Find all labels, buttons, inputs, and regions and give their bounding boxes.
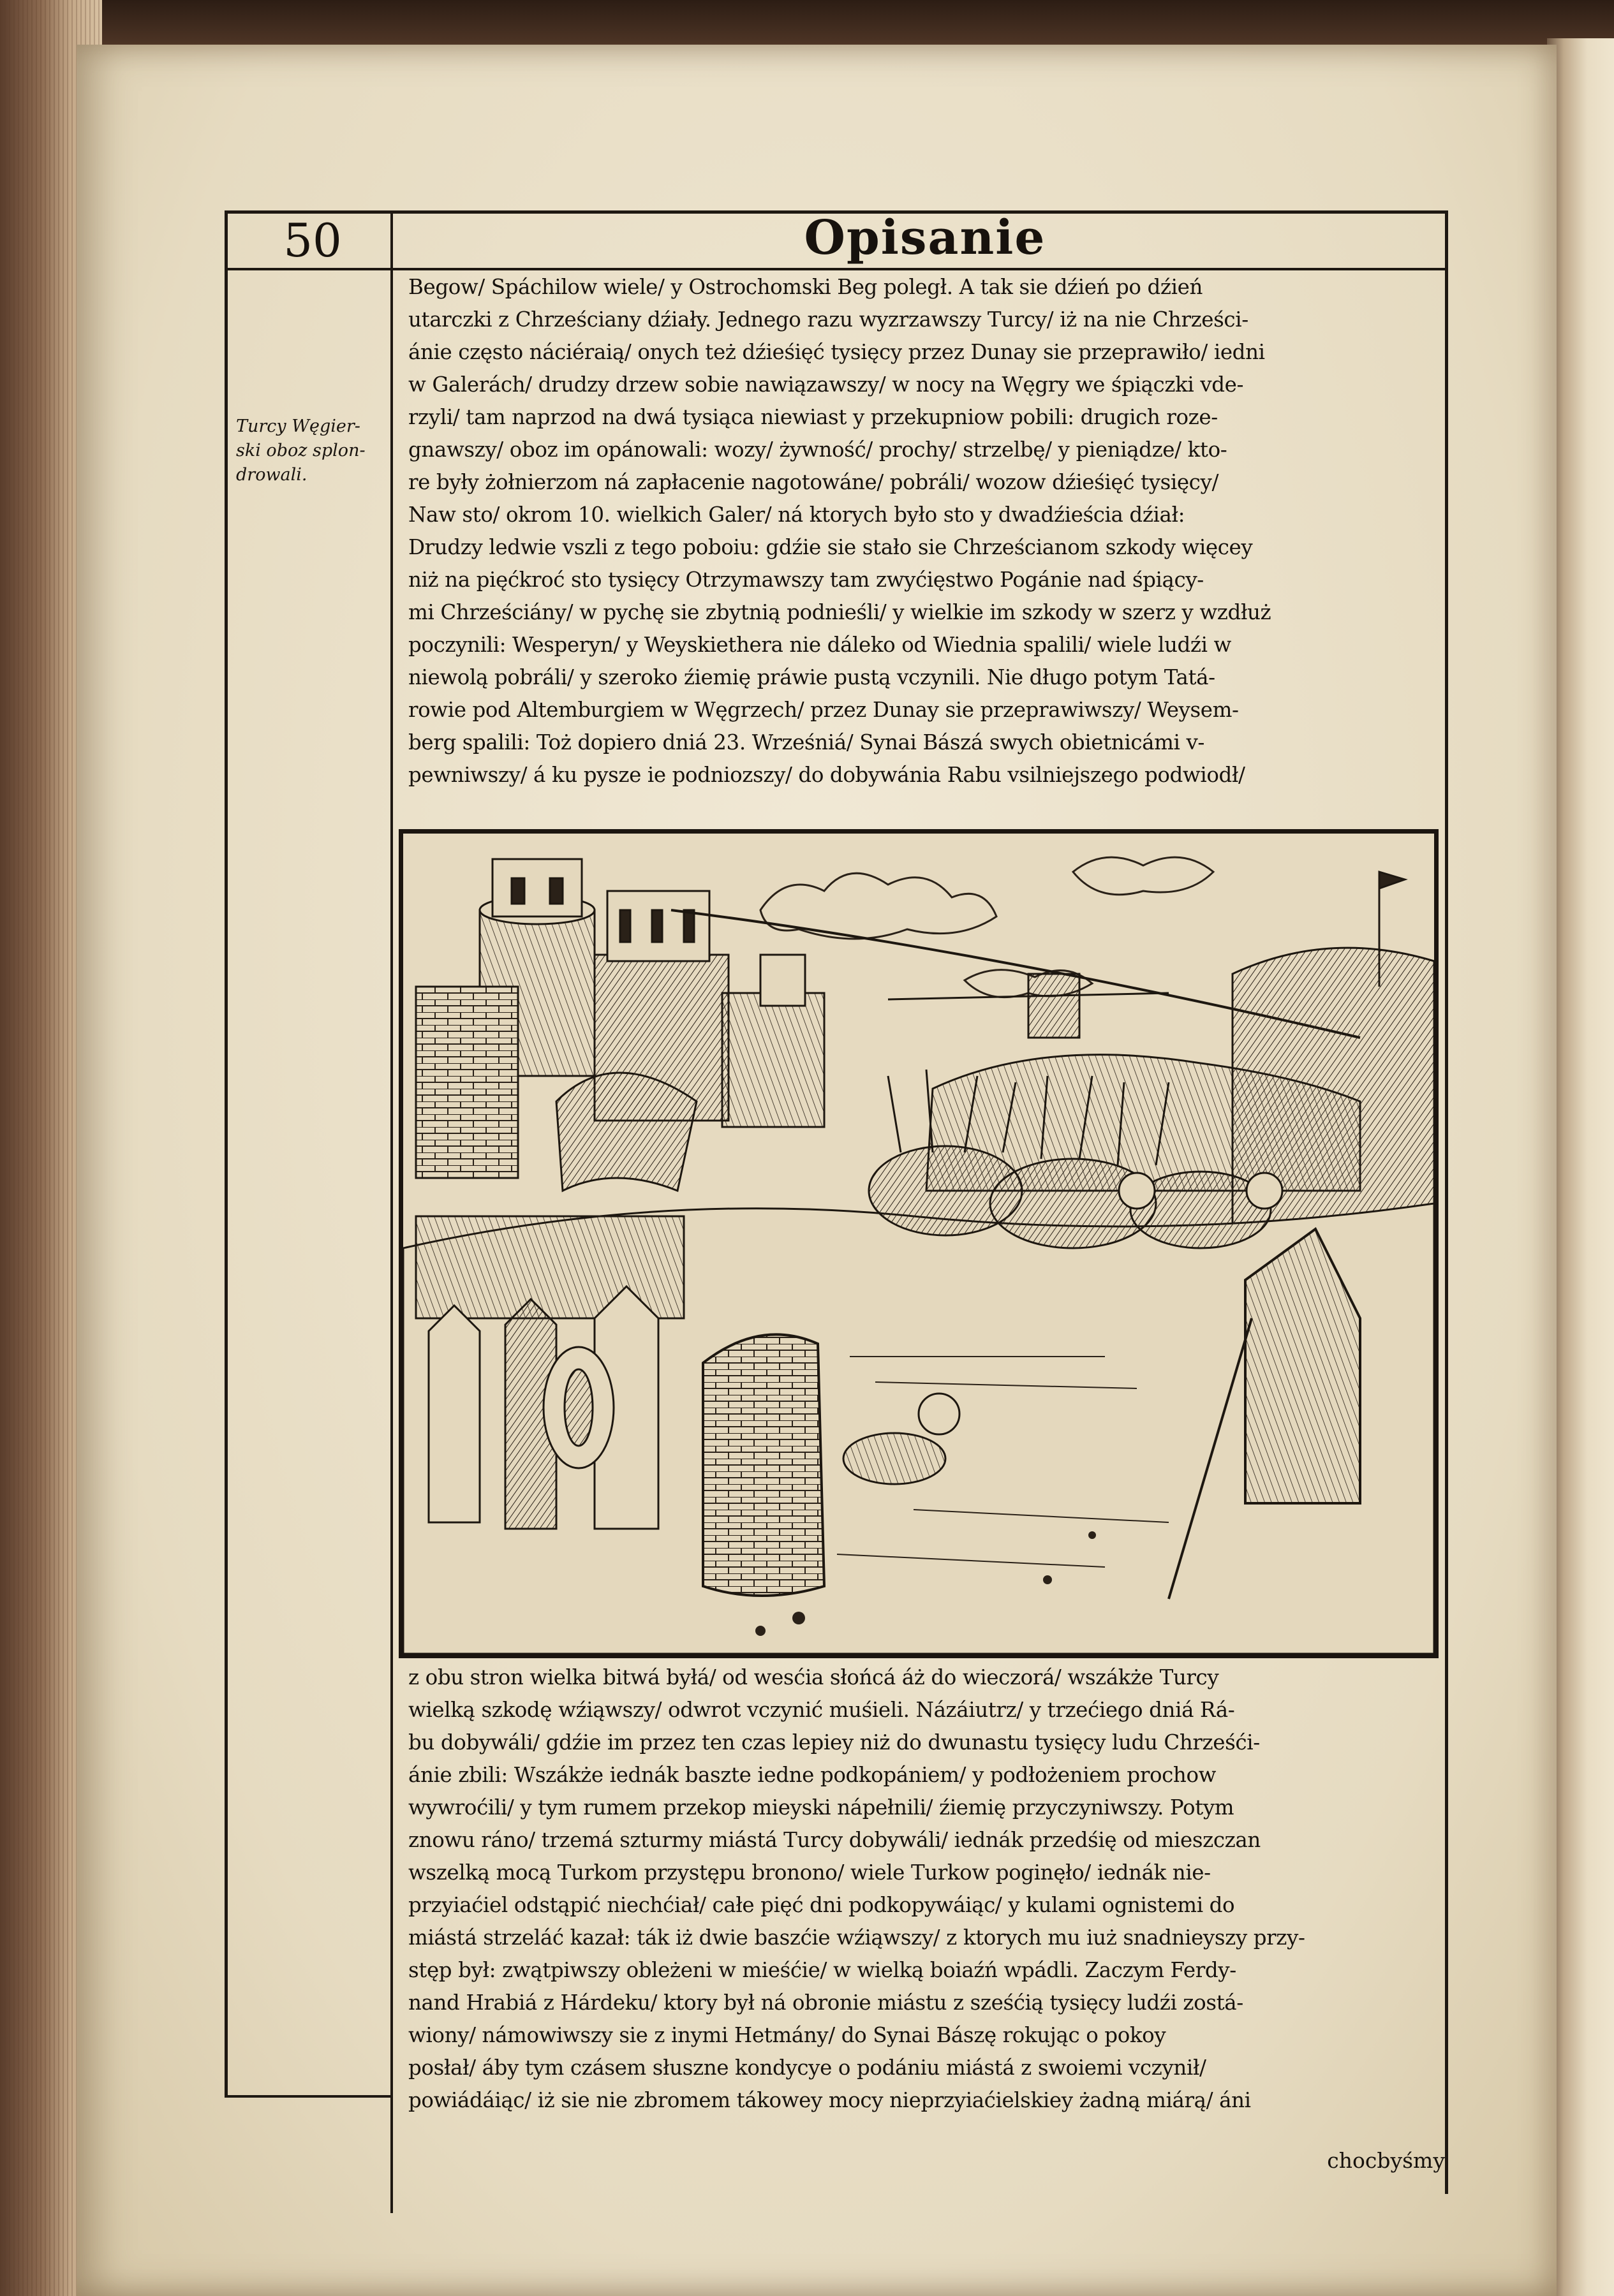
woodcut-illustration <box>399 829 1439 1658</box>
text-line: posłał/ áby tym czásem słuszne kondycye o podániu miástá z swoiemi vczynił/ <box>408 2056 1206 2080</box>
text-line: powiádáiąc/ iż sie nie zbromem tákowey mocy nieprzyiaćielskiey żadną miárą/ áni <box>408 2088 1251 2112</box>
marginal-note-line: drowali. <box>236 465 307 485</box>
text-line: miástá strzeláć kazał: ták iż dwie baszćie wźiąwszy/ z ktorych mu iuż snadnieyszy przy- <box>408 1925 1305 1950</box>
text-line: niż na pięćkroć sto tysięcy Otrzymawszy tam zwyćięstwo Pogánie nad śpiący- <box>408 568 1204 592</box>
marginal-note-line: Turcy Węgier- <box>236 416 360 436</box>
text-line: w Galerách/ drudzy drzew sobie nawiązawszy/ w nocy na Węgry we śpiączki vde- <box>408 372 1244 397</box>
text-line: re były żołnierzom ná zapłacenie nagotowáne/ pobráli/ wozow dźieśięć tysięcy/ <box>408 470 1218 494</box>
text-line: Drudzy ledwie vszli z tego poboiu: gdźie sie stało sie Chrześcianom szkody więcey <box>408 535 1253 559</box>
text-line: berg spalili: Toż dopiero dniá 23. Wrześniá/ Synai Bászá swych obietnicámi v- <box>408 730 1204 754</box>
text-line: wiony/ námowiwszy sie z inymi Hetmány/ do Synai Bászę rokując o pokoy <box>408 2023 1166 2047</box>
text-line: rowie pod Altemburgiem w Węgrzech/ przez Dunay sie przeprawiwszy/ Weysem- <box>408 698 1239 722</box>
text-line: nand Hrabiá z Hárdeku/ ktory był ná obronie miástu z sześćią tysięcy ludźi zostá- <box>408 1991 1243 2015</box>
frame-rule-right <box>1445 210 1448 2194</box>
marginal-note-line: ski oboz splon- <box>236 441 366 460</box>
text-line: z obu stron wielka bitwá byłá/ od wesćia słońcá áż do wieczorá/ wszákże Turcy <box>408 1665 1219 1689</box>
text-line: ánie zbili: Wszákże iednák baszte iedne podkopániem/ y podłożeniem prochow <box>408 1763 1217 1787</box>
text-line: Naw sto/ okrom 10. wielkich Galer/ ná ktorych było sto y dwadźieścia dźiał: <box>408 503 1185 527</box>
body-text-after-image <box>408 1661 1442 2117</box>
brick-wall <box>703 1334 824 1596</box>
frame-rule-margin-bottom <box>225 2095 390 2098</box>
text-line: stęp był: zwątpiwszy obleżeni w mieśćie/ w wielką boiaźń wpádli. Zaczym Ferdy- <box>408 1958 1236 1982</box>
text-line: gnawszy/ oboz im opánowali: wozy/ żywność/ prochy/ strzelbę/ y pieniądze/ kto- <box>408 438 1227 462</box>
text-line: rzyli/ tam naprzod na dwá tysiąca niewiast y przekupniow pobili: drugich roze- <box>408 405 1218 429</box>
frame-rule-margin-divider <box>390 210 393 2213</box>
text-line: niewolą pobráli/ y szeroko źiemię práwie pustą vczynili. Nie długo potym Tatá- <box>408 665 1215 689</box>
text-line: wielką szkodę wźiąwszy/ odwrot vczynić muśieli. Názáiutrz/ y trzećiego dniá Rá- <box>408 1698 1235 1722</box>
woodcut-siege-scene <box>403 834 1434 1654</box>
text-line: bu dobywáli/ gdźie im przez ten czas lepiey niż do dwunastu tysięcy ludu Chrześći- <box>408 1730 1260 1755</box>
text-line: wszelką mocą Turkom przystępu bronono/ wiele Turkow poginęło/ iednák nie- <box>408 1860 1211 1885</box>
text-line: mi Chrześciány/ w pychę sie zbytnią podnieśli/ y wielkie im szkody w szerz y wzdłuż <box>408 600 1271 624</box>
catchword: chocbyśmy <box>1327 2148 1445 2173</box>
page-number: 50 <box>283 214 342 267</box>
text-line: Begow/ Spáchilow wiele/ y Ostrochomski Beg poległ. A tak sie dźień po dźień <box>408 275 1203 299</box>
text-line: utarczki z Chrześciany dźiały. Jednego razu wyzrzawszy Turcy/ iż na nie Chrześci- <box>408 307 1248 332</box>
marginal-note <box>236 415 383 487</box>
text-line: poczynili: Wesperyn/ y Weyskiethera nie dáleko od Wiednia spalili/ wiele ludźi w <box>408 633 1231 657</box>
text-line: pewniwszy/ á ku pysze ie podniozszy/ do dobywánia Rabu vsilniejszego podwiodł/ <box>408 763 1245 787</box>
text-line: ánie często náciéraią/ onych też dźieśięć tysięcy przez Dunay sie przeprawiło/ iedni <box>408 340 1265 364</box>
text-line: wywroćili/ y tym rumem przekop mieyski nápełnili/ źiemię przyczyniwszy. Potym <box>408 1795 1234 1820</box>
text-line: przyiaćiel odstąpić niechćiał/ całe pięć dni podkopywáiąc/ y kulami ognistemi do <box>408 1893 1235 1917</box>
text-line: znowu ráno/ trzemá szturmy miástá Turcy dobywáli/ iednák przedśię od mieszczan <box>408 1828 1261 1852</box>
frame-rule-header <box>225 268 1448 270</box>
running-head: Opisanie <box>804 210 1046 265</box>
book-facing-page-edge <box>1547 38 1614 2296</box>
frame-rule-left <box>225 210 228 2095</box>
body-text-before-image <box>408 271 1442 791</box>
